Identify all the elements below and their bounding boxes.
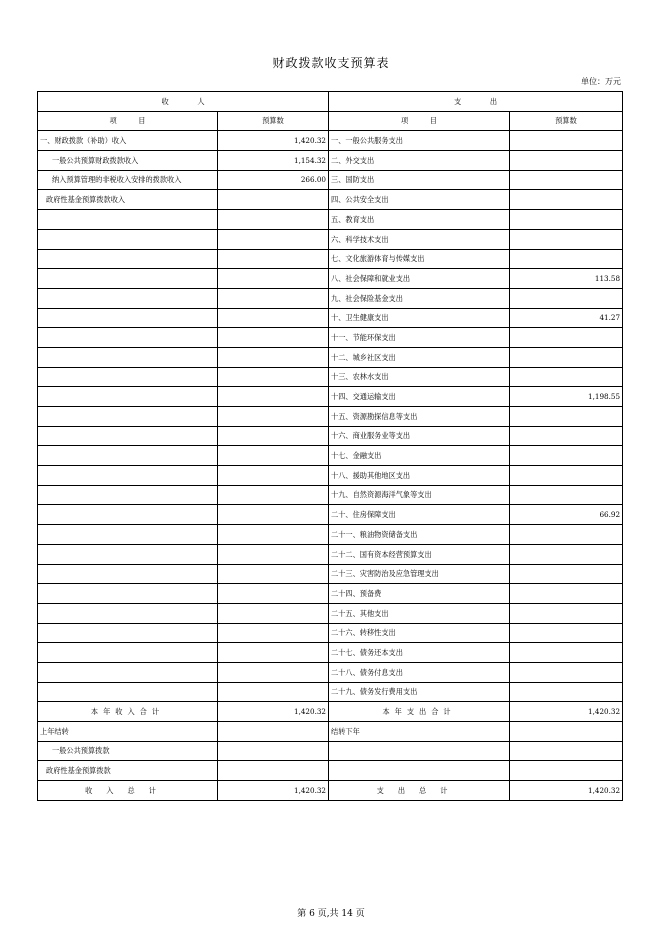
table-row (38, 662, 623, 682)
expense-value-cell (510, 190, 623, 210)
income-value-cell: 1,420.32 (218, 131, 329, 151)
expense-item-cell: 七、文化旅游体育与传媒支出 (329, 249, 510, 269)
expense-value-cell (510, 249, 623, 269)
income-value-cell (218, 544, 329, 564)
income-item-cell: 政府性基金预算拨款收入 (38, 190, 218, 210)
expense-year-total-label: 本年支出合计 (329, 702, 510, 722)
grand-total-row (38, 781, 623, 801)
prev-year-carry-label: 上年结转 (38, 722, 218, 742)
income-value-cell (218, 407, 329, 427)
expense-item-cell: 二十四、预备费 (329, 584, 510, 604)
expense-value-cell (510, 603, 623, 623)
income-value-cell (218, 347, 329, 367)
income-value-cell (218, 643, 329, 663)
table-row (38, 288, 623, 308)
expense-value-cell (510, 584, 623, 604)
table-row (38, 643, 623, 663)
table-row (38, 426, 623, 446)
income-item-cell (38, 308, 218, 328)
income-item-cell (38, 682, 218, 702)
table-row (38, 229, 623, 249)
income-item-cell (38, 249, 218, 269)
income-header: 收 人 (38, 92, 329, 112)
table-row (38, 151, 623, 171)
table-row (38, 249, 623, 269)
expense-value-cell (510, 151, 623, 171)
income-budget-header: 预算数 (218, 111, 329, 131)
income-value-cell (218, 466, 329, 486)
expense-item-cell: 八、社会保障和就业支出 (329, 269, 510, 289)
carry-fund-row (38, 761, 623, 781)
expense-value-cell: 1,198.55 (510, 387, 623, 407)
income-item-cell: 一、财政拨款（补助）收入 (38, 131, 218, 151)
income-value-cell (218, 367, 329, 387)
income-item-cell (38, 288, 218, 308)
expense-value-cell (510, 623, 623, 643)
expense-value-cell (510, 466, 623, 486)
income-item-cell (38, 426, 218, 446)
expense-item-cell: 十八、援助其他地区支出 (329, 466, 510, 486)
income-item-cell (38, 643, 218, 663)
expense-value-cell (510, 426, 623, 446)
income-value-cell (218, 210, 329, 230)
expense-item-cell: 四、公共安全支出 (329, 190, 510, 210)
income-item-cell (38, 367, 218, 387)
table-row (38, 505, 623, 525)
next-year-carry-label: 结转下年 (329, 722, 510, 742)
income-year-total-value: 1,420.32 (218, 702, 329, 722)
income-value-cell (218, 190, 329, 210)
expense-grand-total-label: 支出总计 (329, 781, 510, 801)
income-item-cell (38, 347, 218, 367)
expense-item-cell: 九、社会保险基金支出 (329, 288, 510, 308)
expense-item-cell: 二、外交支出 (329, 151, 510, 171)
expense-item-cell: 二十二、国有资本经营预算支出 (329, 544, 510, 564)
table-row (38, 347, 623, 367)
income-item-cell (38, 210, 218, 230)
expense-value-cell (510, 662, 623, 682)
table-row (38, 564, 623, 584)
expense-item-header: 项 目 (329, 111, 510, 131)
income-item-cell (38, 485, 218, 505)
income-item-cell (38, 466, 218, 486)
income-item-cell (38, 328, 218, 348)
income-value-cell (218, 564, 329, 584)
income-item-cell (38, 387, 218, 407)
expense-value-cell (510, 347, 623, 367)
table-row (38, 485, 623, 505)
income-item-cell: 纳入预算管理的非税收入安排的拨款收入 (38, 170, 218, 190)
table-row (38, 131, 623, 151)
expense-item-cell: 十五、资源勘探信息等支出 (329, 407, 510, 427)
expense-item-cell: 二十一、粮油物资储备支出 (329, 525, 510, 545)
income-item-cell (38, 603, 218, 623)
next-year-carry-value (510, 722, 623, 742)
table-row (38, 367, 623, 387)
expense-item-cell: 十七、金融支出 (329, 446, 510, 466)
expense-item-cell: 二十七、债务还本支出 (329, 643, 510, 663)
expense-item-cell: 二十、住房保障支出 (329, 505, 510, 525)
expense-item-cell: 十九、自然资源海洋气象等支出 (329, 485, 510, 505)
income-item-cell (38, 544, 218, 564)
carry-general-row (38, 741, 623, 761)
income-value-cell (218, 426, 329, 446)
carry-fund-expense-label (329, 761, 510, 781)
income-item-header: 项 目 (38, 111, 218, 131)
table-row (38, 190, 623, 210)
income-item-cell (38, 446, 218, 466)
income-value-cell (218, 446, 329, 466)
income-grand-total-value: 1,420.32 (218, 781, 329, 801)
page-title: 财政拨款收支预算表 (272, 56, 390, 70)
table-row (38, 603, 623, 623)
expense-value-cell (510, 328, 623, 348)
expense-value-cell: 113.58 (510, 269, 623, 289)
table-row (38, 682, 623, 702)
income-value-cell (218, 603, 329, 623)
prev-year-carry-value (218, 722, 329, 742)
expense-year-total-value: 1,420.32 (510, 702, 623, 722)
income-value-cell (218, 623, 329, 643)
expense-item-cell: 十二、城乡社区支出 (329, 347, 510, 367)
table-row (38, 525, 623, 545)
table-row (38, 170, 623, 190)
income-item-cell: 一般公共预算财政拨款收入 (38, 151, 218, 171)
carry-row (38, 722, 623, 742)
table-row (38, 328, 623, 348)
carry-general-expense-label (329, 741, 510, 761)
income-item-cell (38, 525, 218, 545)
income-value-cell (218, 308, 329, 328)
expense-item-cell: 二十九、债务发行费用支出 (329, 682, 510, 702)
expense-value-cell (510, 643, 623, 663)
expense-value-cell (510, 485, 623, 505)
expense-item-cell: 五、教育支出 (329, 210, 510, 230)
income-item-cell (38, 229, 218, 249)
income-value-cell (218, 269, 329, 289)
expense-value-cell (510, 525, 623, 545)
expense-item-cell: 三、国防支出 (329, 170, 510, 190)
income-item-cell (38, 505, 218, 525)
income-value-cell (218, 584, 329, 604)
table-row (38, 584, 623, 604)
expense-item-cell: 一、一般公共服务支出 (329, 131, 510, 151)
year-total-row (38, 702, 623, 722)
income-value-cell (218, 229, 329, 249)
income-value-cell (218, 505, 329, 525)
expense-grand-total-value: 1,420.32 (510, 781, 623, 801)
carry-fund-value (218, 761, 329, 781)
expense-value-cell: 66.92 (510, 505, 623, 525)
table-row (38, 210, 623, 230)
carry-general-label: 一般公共预算拨款 (38, 741, 218, 761)
carry-general-value (218, 741, 329, 761)
income-value-cell: 266.00 (218, 170, 329, 190)
expense-value-cell: 41.27 (510, 308, 623, 328)
unit-label: 单位：万元 (581, 77, 621, 86)
table-row (38, 623, 623, 643)
income-value-cell (218, 662, 329, 682)
income-value-cell (218, 525, 329, 545)
expense-item-cell: 十六、商业服务业等支出 (329, 426, 510, 446)
table-row (38, 269, 623, 289)
table-row (38, 407, 623, 427)
income-value-cell (218, 249, 329, 269)
budget-table (37, 91, 623, 801)
income-item-cell (38, 584, 218, 604)
income-value-cell (218, 328, 329, 348)
income-grand-total-label: 收入总计 (38, 781, 218, 801)
header-row-2 (38, 111, 623, 131)
expense-value-cell (510, 682, 623, 702)
expense-item-cell: 十一、节能环保支出 (329, 328, 510, 348)
expense-header: 支 出 (329, 92, 623, 112)
carry-fund-label: 政府性基金预算拨款 (38, 761, 218, 781)
table-row (38, 387, 623, 407)
income-item-cell (38, 662, 218, 682)
expense-budget-header: 预算数 (510, 111, 623, 131)
table-row (38, 466, 623, 486)
income-value-cell (218, 485, 329, 505)
expense-value-cell (510, 544, 623, 564)
income-item-cell (38, 269, 218, 289)
expense-item-cell: 二十八、债务付息支出 (329, 662, 510, 682)
expense-value-cell (510, 288, 623, 308)
table-row (38, 544, 623, 564)
expense-item-cell: 十四、交通运输支出 (329, 387, 510, 407)
expense-item-cell: 十三、农林水支出 (329, 367, 510, 387)
expense-value-cell (510, 407, 623, 427)
header-row-1 (38, 92, 623, 112)
expense-value-cell (510, 131, 623, 151)
expense-value-cell (510, 367, 623, 387)
expense-value-cell (510, 210, 623, 230)
expense-value-cell (510, 564, 623, 584)
income-value-cell: 1,154.32 (218, 151, 329, 171)
income-item-cell (38, 623, 218, 643)
expense-item-cell: 二十三、灾害防治及应急管理支出 (329, 564, 510, 584)
income-item-cell (38, 564, 218, 584)
page-footer: 第 6 页,共 14 页 (297, 909, 365, 919)
income-value-cell (218, 288, 329, 308)
expense-item-cell: 二十六、转移性支出 (329, 623, 510, 643)
income-value-cell (218, 682, 329, 702)
expense-item-cell: 二十五、其他支出 (329, 603, 510, 623)
expense-value-cell (510, 229, 623, 249)
expense-item-cell: 十、卫生健康支出 (329, 308, 510, 328)
income-value-cell (218, 387, 329, 407)
carry-general-expense-value (510, 741, 623, 761)
table-row (38, 308, 623, 328)
carry-fund-expense-value (510, 761, 623, 781)
income-year-total-label: 本年收入合计 (38, 702, 218, 722)
table-row (38, 446, 623, 466)
income-item-cell (38, 407, 218, 427)
expense-value-cell (510, 446, 623, 466)
expense-item-cell: 六、科学技术支出 (329, 229, 510, 249)
expense-value-cell (510, 170, 623, 190)
